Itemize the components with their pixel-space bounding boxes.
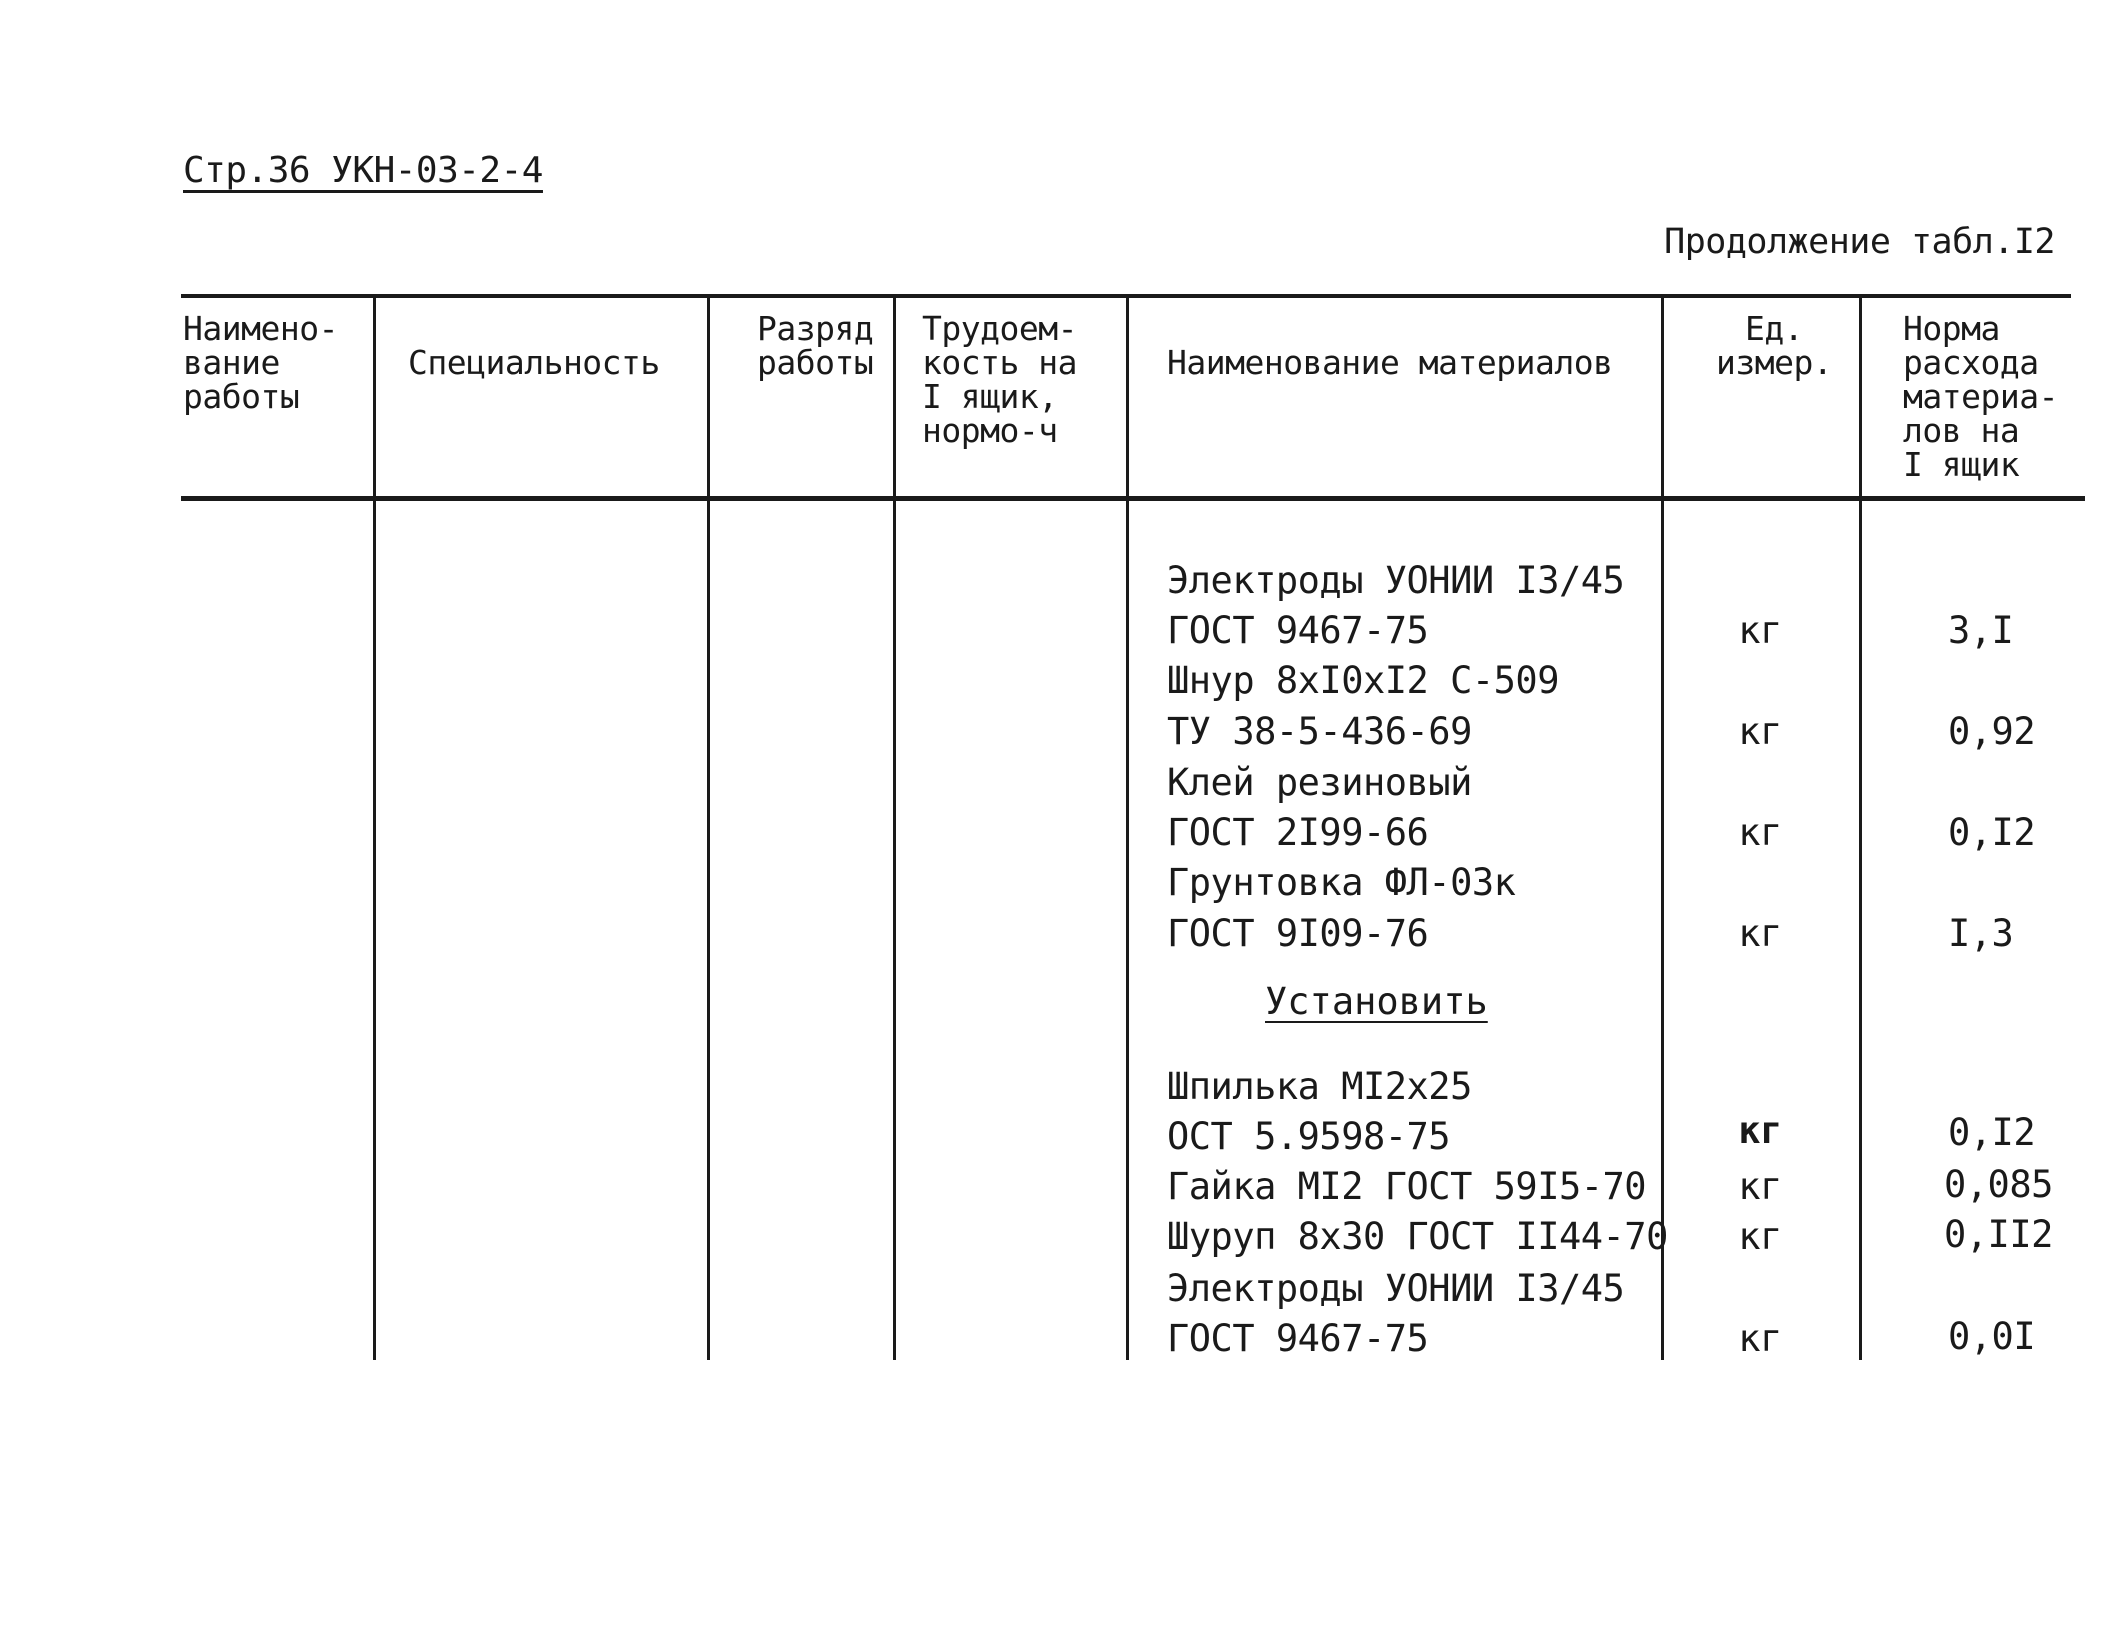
column-divider-2 (707, 294, 710, 1360)
header-unit: Ед. измер. (1716, 309, 1833, 382)
table-header-bottom-rule (181, 496, 2085, 501)
unit-cell: кг (1738, 1109, 1782, 1152)
material-cell: ГОСТ 9467-75 (1167, 609, 1429, 652)
unit-cell: кг (1738, 1165, 1782, 1208)
norm-cell: 0,I2 (1948, 1111, 2036, 1154)
material-cell: ГОСТ 2I99-66 (1167, 811, 1429, 854)
unit-cell: кг (1738, 811, 1782, 854)
material-cell: ТУ 38-5-436-69 (1167, 710, 1472, 753)
column-divider-6 (1859, 294, 1862, 1360)
unit-cell: кг (1738, 1215, 1782, 1258)
header-norm: Норма расхода материа- лов на I ящик (1903, 309, 2058, 484)
column-divider-1 (373, 294, 376, 1360)
material-cell: Клей резиновый (1167, 761, 1472, 804)
header-materials: Наименование материалов (1167, 343, 1613, 382)
header-grade: Разряд работы (757, 309, 874, 382)
norm-cell: 0,0I (1948, 1315, 2036, 1358)
unit-cell: кг (1738, 912, 1782, 955)
unit-cell: кг (1738, 710, 1782, 753)
unit-cell: кг (1738, 1317, 1782, 1360)
norm-cell: 3,I (1948, 609, 2014, 652)
column-divider-3 (893, 294, 896, 1360)
norm-cell: 0,085 (1944, 1163, 2053, 1206)
norm-cell: 0,I2 (1948, 811, 2036, 854)
norm-cell: 0,92 (1948, 710, 2036, 753)
header-work-name: Наимено- вание работы (183, 309, 338, 416)
material-cell: Шнур 8хI0хI2 С-509 (1167, 659, 1559, 702)
norm-cell: 0,II2 (1944, 1213, 2053, 1256)
material-cell: Грунтовка ФЛ-03к (1167, 861, 1516, 904)
material-cell: Гайка МI2 ГОСТ 59I5-70 (1167, 1165, 1647, 1208)
material-cell: Электроды УОНИИ I3/45 (1167, 559, 1625, 602)
column-divider-4 (1126, 294, 1129, 1360)
material-cell: ГОСТ 9I09-76 (1167, 912, 1429, 955)
header-labor: Трудоем- кость на I ящик, нормо-ч (922, 309, 1077, 450)
norm-cell: I,3 (1948, 912, 2014, 955)
header-specialty: Специальность (408, 343, 660, 382)
page-header: Стр.36 УКН-03-2-4 (183, 150, 543, 191)
column-divider-5 (1661, 294, 1664, 1360)
material-cell: ГОСТ 9467-75 (1167, 1317, 1429, 1360)
section-title-install: Установить (1265, 980, 1488, 1023)
table-continuation-label: Продолжение табл.I2 (1664, 222, 2055, 262)
unit-cell: кг (1738, 609, 1782, 652)
material-cell: ОСТ 5.9598-75 (1167, 1115, 1451, 1158)
material-cell: Шуруп 8х30 ГОСТ II44-70 (1167, 1215, 1668, 1258)
material-cell: Электроды УОНИИ I3/45 (1167, 1267, 1625, 1310)
material-cell: Шпилька MI2x25 (1167, 1065, 1472, 1108)
